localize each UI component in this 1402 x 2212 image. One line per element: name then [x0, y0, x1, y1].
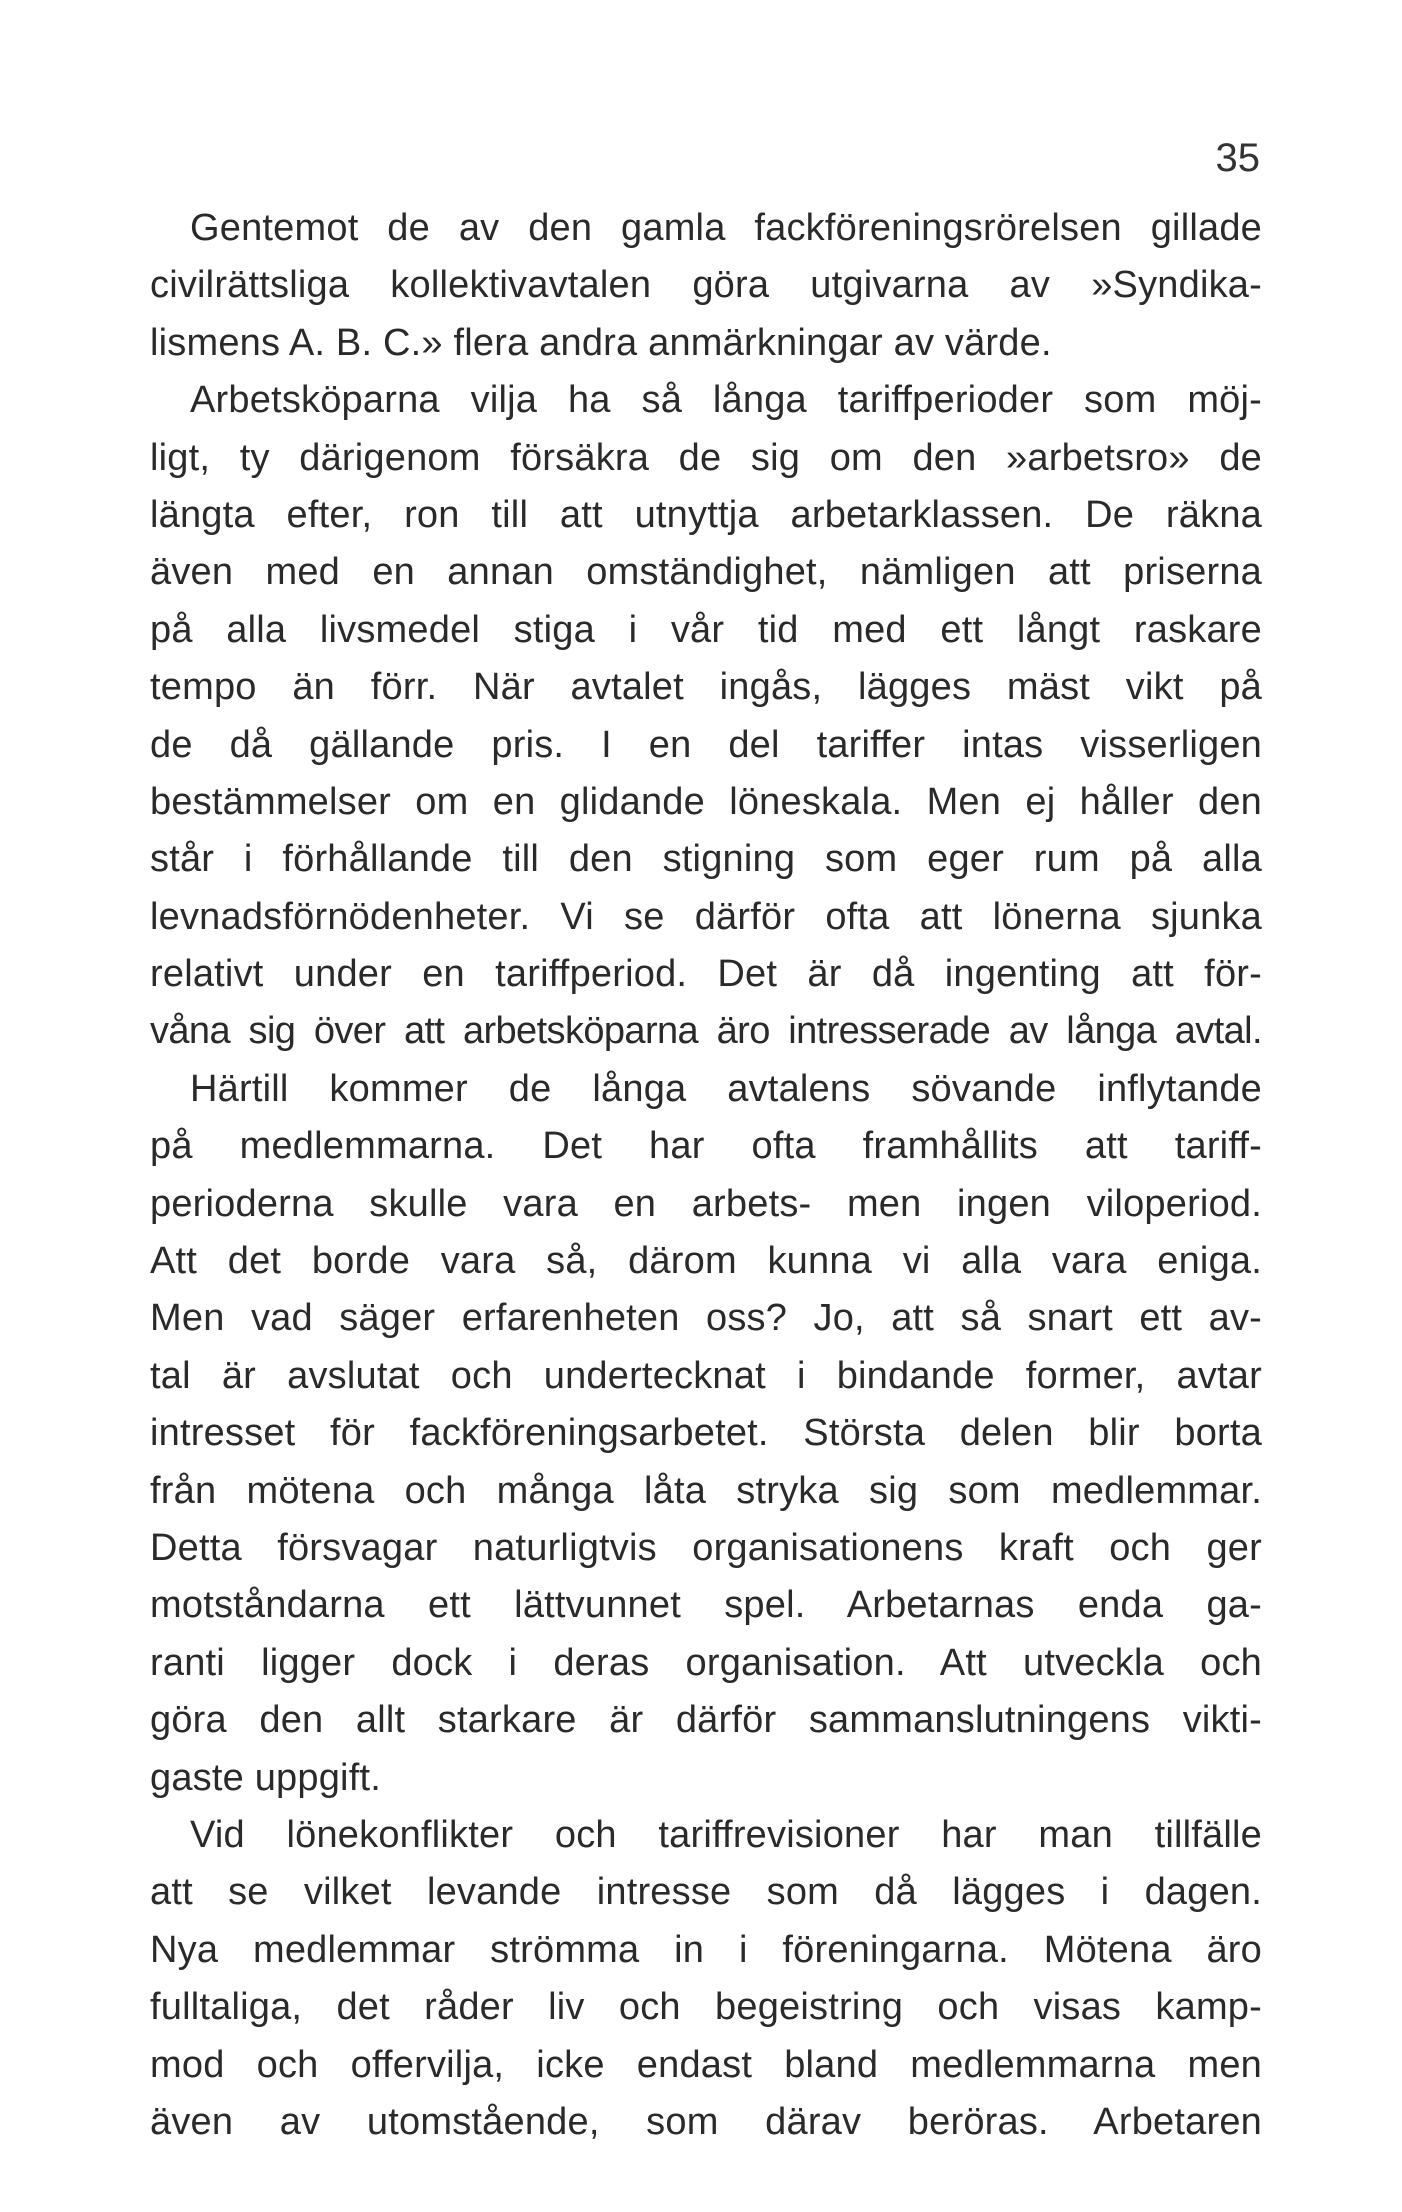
text-line: står i förhållande till den stigning som eger rum på alla — [150, 838, 1262, 881]
text-line: även av utomstående, som därav beröras. Arbetaren — [150, 2100, 1262, 2143]
paragraph-1 — [150, 200, 1262, 372]
text-line: tal är avslutat och undertecknat i bindande former, avtar — [150, 1354, 1262, 1397]
text-line: bestämmelser om en glidande löneskala. Men ej håller den — [150, 780, 1262, 823]
text-line: från mötena och många låta stryka sig som medlemmar. — [150, 1469, 1262, 1512]
text-line: även med en annan omständighet, nämligen att priserna — [150, 551, 1262, 594]
text-line: perioderna skulle vara en arbets- men ingen viloperiod. — [150, 1182, 1262, 1225]
text-line: ligt, ty därigenom försäkra de sig om den »arbetsro» de — [150, 436, 1262, 479]
text-line: längta efter, ron till att utnyttja arbetarklassen. De räkna — [150, 493, 1262, 536]
text-line: våna sig över att arbetsköparna äro intresserade av långa avtal. — [150, 1010, 1262, 1053]
text-line: göra den allt starkare är därför sammanslutningens vikti- — [150, 1699, 1262, 1742]
paragraph-3 — [150, 1061, 1262, 1807]
text-line: på alla livsmedel stiga i vår tid med ett långt raskare — [150, 608, 1262, 651]
text-line: tempo än förr. När avtalet ingås, lägges mäst vikt på — [150, 666, 1262, 709]
text-line: Att det borde vara så, därom kunna vi alla vara eniga. — [150, 1240, 1262, 1283]
text-line: lismens A. B. C.» flera andra anmärkningar av värde. — [150, 321, 1052, 364]
text-line: mod och offervilja, icke endast bland medlemmarna men — [150, 2043, 1262, 2086]
text-line: gaste uppgift. — [150, 1756, 381, 1799]
text-line: på medlemmarna. Det har ofta framhållits att tariff- — [150, 1125, 1262, 1168]
text-line: Men vad säger erfarenheten oss? Jo, att så snart ett av- — [150, 1297, 1262, 1340]
text-line: Arbetsköparna vilja ha så långa tariffperioder som möj- — [190, 379, 1262, 422]
text-line: Gentemot de av den gamla fackföreningsrörelsen gillade — [190, 207, 1262, 249]
text-line: de då gällande pris. I en del tariffer intas visserligen — [150, 723, 1262, 766]
text-line: intresset för fackföreningsarbetet. Största delen blir borta — [150, 1412, 1262, 1455]
body-text — [150, 200, 1262, 2151]
page-number: 35 — [1215, 136, 1260, 180]
paragraph-2 — [150, 372, 1262, 1061]
text-line: ranti ligger dock i deras organisation. Att utveckla och — [150, 1641, 1262, 1684]
text-line: civilrättsliga kollektivavtalen göra utgivarna av »Syndika- — [150, 264, 1262, 307]
text-line: fulltaliga, det råder liv och begeistring och visas kamp- — [150, 1986, 1262, 2029]
text-line: levnadsförnödenheter. Vi se därför ofta att lönerna sjunka — [150, 895, 1262, 938]
text-line: relativt under en tariffperiod. Det är då ingenting att för- — [150, 953, 1262, 996]
text-line: motståndarna ett lättvunnet spel. Arbetarnas enda ga- — [150, 1584, 1262, 1627]
text-line: Vid lönekonflikter och tariffrevisioner har man tillfälle — [190, 1813, 1262, 1856]
text-line: Detta försvagar naturligtvis organisationens kraft och ger — [150, 1526, 1262, 1569]
text-line: Nya medlemmar strömma in i föreningarna. Mötena äro — [150, 1928, 1262, 1971]
text-line: Härtill kommer de långa avtalens sövande inflytande — [190, 1067, 1262, 1110]
paragraph-4 — [150, 1807, 1262, 2151]
text-line: att se vilket levande intresse som då lägges i dagen. — [150, 1871, 1262, 1914]
